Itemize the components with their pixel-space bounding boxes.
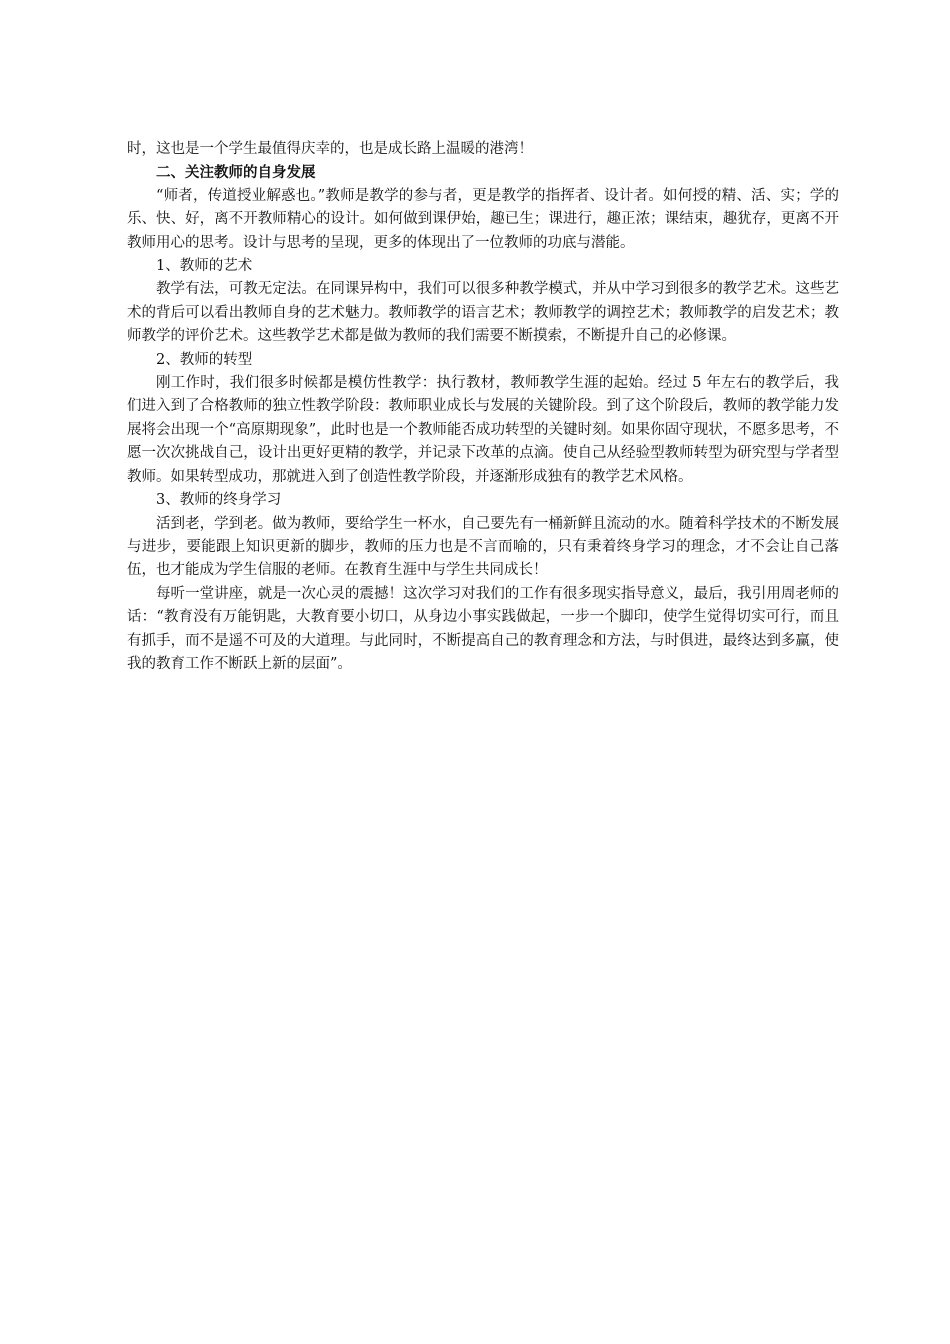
paragraph-intro: “师者，传道授业解惑也。”教师是教学的参与者，更是教学的指挥者、设计者。如何授的精、活、实；学的乐、快、好，离不开教师精心的设计。如何做到课伊始，趣已生；课进行，趣正浓；课结束，趣犹存，更离不开教师用心的思考。设计与思考的呈现，更多的体现出了一位教师的功底与潜能。 xyxy=(127,187,839,251)
paragraph-transformation: 刚工作时，我们很多时候都是模仿性教学：执行教材，教师教学生涯的起始。经过 5 年左右的教学后，我们进入到了合格教师的独立性教学阶段：教师职业成长与发展的关键阶段。到了这个阶段后，教师的教学能力发展将会出现一个“高原期现象”，此时也是一个教师能否成功转型的关键时刻。如果你固守现状，不愿多思考，不愿一次次挑战自己，设计出更好更精的教学，并记录下改革的点滴。使自己从经验型教师转型为研究型与学者型教师。如果转型成功，那就进入到了创造性教学阶段，并逐渐形成独有的教学艺术风格。 xyxy=(127,375,839,485)
subheading-lifelong-learning: 3、教师的终身学习 xyxy=(156,492,282,509)
paragraph-art: 教学有法，可教无定法。在同课异构中，我们可以很多种教学模式，并从中学习到很多的教学艺术。这些艺术的背后可以看出教师自身的艺术魅力。教师教学的语言艺术；教师教学的调控艺术；教师教学的启发艺术；教师教学的评价艺术。这些教学艺术都是做为教师的我们需要不断摸索，不断提升自己的必修课。 xyxy=(127,281,839,345)
paragraph-conclusion: 每听一堂讲座，就是一次心灵的震撼！这次学习对我们的工作有很多现实指导意义，最后，我引用周老师的话：“教育没有万能钥匙，大教育要小切口，从身边小事实践做起，一步一个脚印，使学生觉得切实可行，而且有抓手，而不是遥不可及的大道理。与此同时，不断提高自己的教育理念和方法，与时俱进，最终达到多赢，使我的教育工作不断跃上新的层面”。 xyxy=(127,585,839,672)
subheading-art: 1、教师的艺术 xyxy=(156,258,253,275)
subheading-transformation: 2、教师的转型 xyxy=(156,351,253,368)
paragraph-continuation: 时，这也是一个学生最值得庆幸的，也是成长路上温暖的港湾！ xyxy=(127,141,533,157)
document-body xyxy=(127,138,839,676)
paragraph-lifelong-learning: 活到老，学到老。做为教师，要给学生一杯水，自己要先有一桶新鲜且流动的水。随着科学技术的不断发展与进步，要能跟上知识更新的脚步，教师的压力也是不言而喻的，只有秉着终身学习的理念，才不会让自己落伍，也才能成为学生信服的老师。在教育生涯中与学生共同成长！ xyxy=(127,515,839,579)
section-heading: 二、关注教师的自身发展 xyxy=(156,164,316,182)
